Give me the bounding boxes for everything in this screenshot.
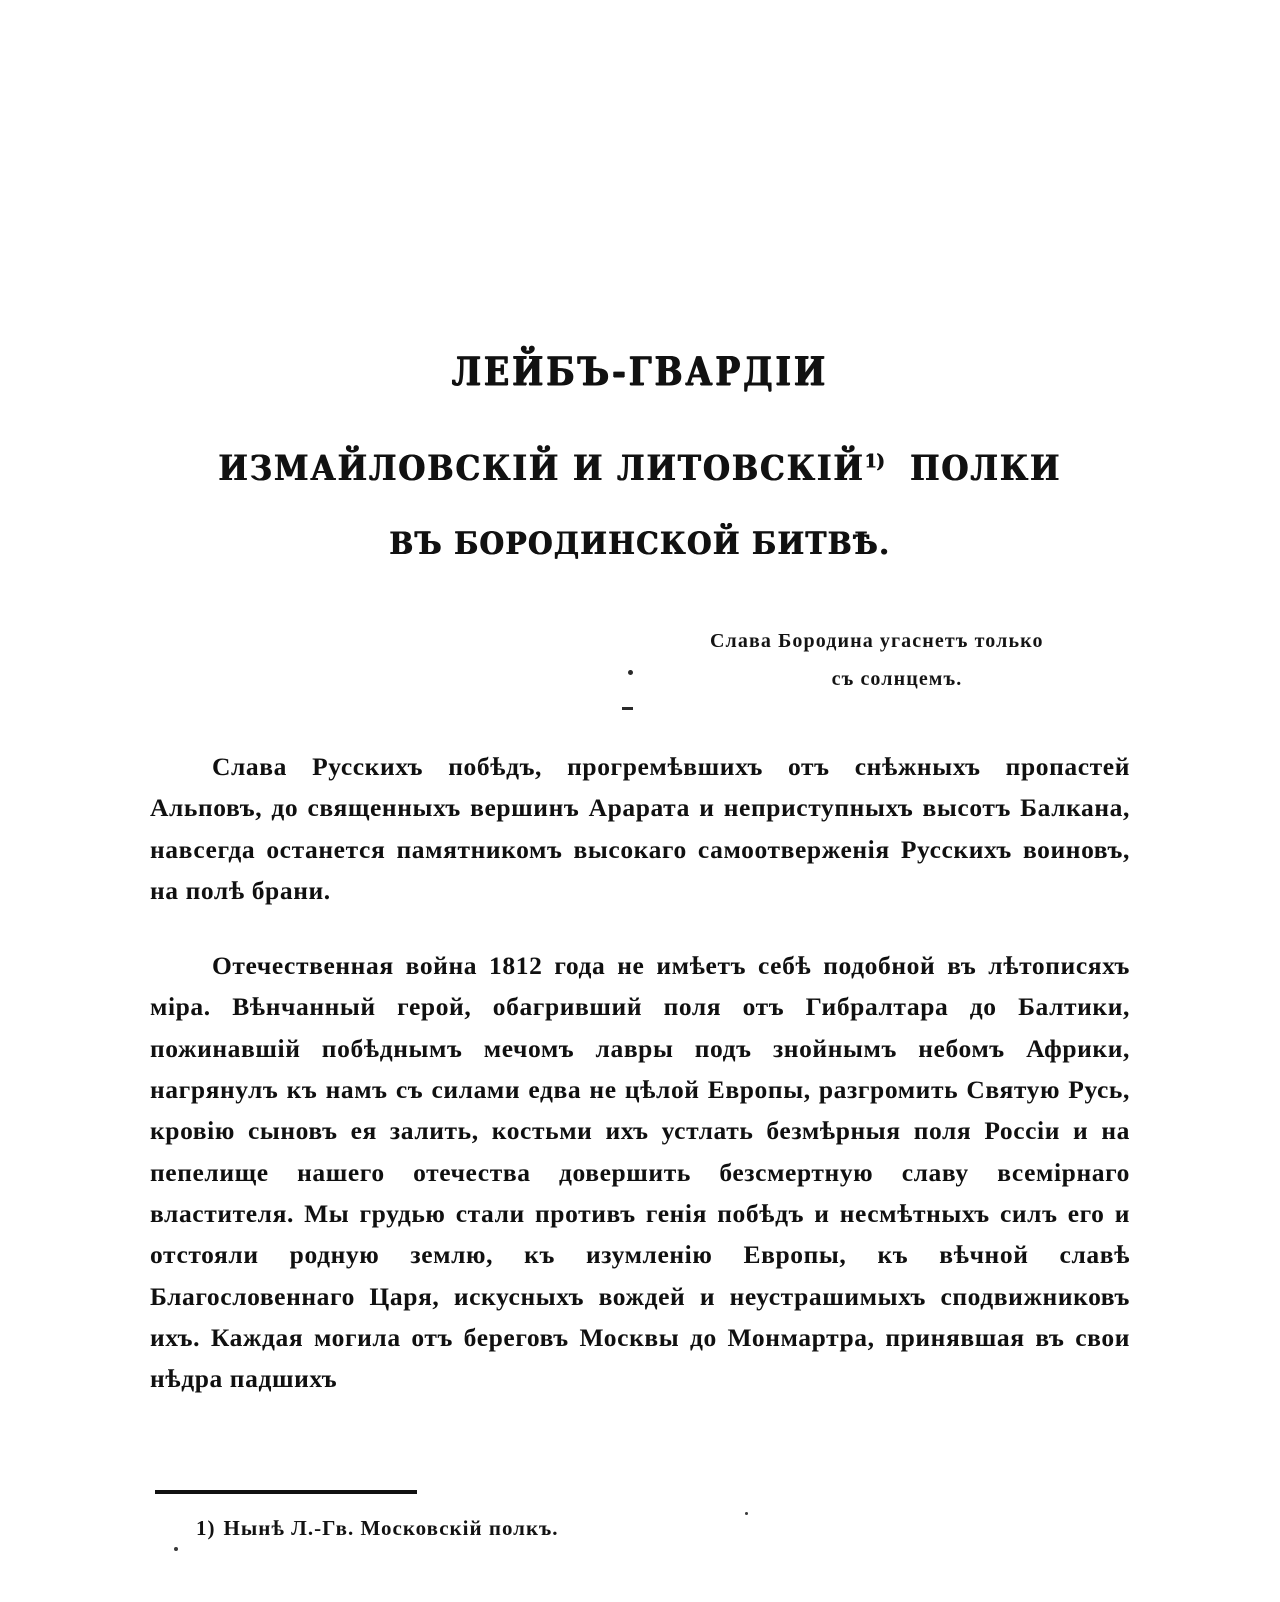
body-paragraph-1: Слава Русскихъ побѣдъ, прогремѣвшихъ отъ снѣжныхъ пропастей Альповъ, до священныхъ вершинъ Арарата и неприступныхъ высотъ Балкана, навсегда останется памятникомъ высокаго самоотверженія Русскихъ воиновъ, на полѣ брани. <box>150 752 1130 905</box>
footnote-separator-rule <box>155 1490 417 1494</box>
footnote-marker[interactable]: 1) <box>864 450 885 474</box>
footnote-text: Нынѣ Л.-Гв. Московскій полкъ. <box>223 1516 559 1540</box>
page-title-line-3: ВЪ БОРОДИНСКОЙ БИТВѢ. <box>389 525 891 562</box>
page-title-line-1: ЛЕЙБЪ-ГВАРДІИ <box>451 348 829 395</box>
epigraph-line-2: съ солнцемъ. <box>831 668 963 690</box>
footnote <box>196 1516 559 1541</box>
page-title-line-2-main: ИЗМАЙЛОВСКІЙ И ЛИТОВСКІЙ <box>218 448 865 490</box>
epigraph-line-1: Слава Бородина угаснетъ только <box>710 630 1044 652</box>
page-title-line-2-tail: ПОЛКИ <box>910 448 1062 490</box>
epigraph <box>710 622 1130 698</box>
body-paragraph-2: Отечественная война 1812 года не имѣетъ себѣ подобной въ лѣтописяхъ міра. Вѣнчанный герой, обагривший поля отъ Гибралтара до Балтики, пожинавшій побѣднымъ мечомъ лавры подъ знойнымъ небомъ Африки, нагрянулъ къ намъ съ силами едва не цѣлой Европы, разгромить Святую Русь, кровію сыновъ ея залить, костьми ихъ устлать безмѣрныя поля Россіи и на пепелище нашего отечества довершить безсмертную славу всемірнаго властителя. Мы грудью стали противъ генія побѣдъ и несмѣтныхъ силъ его и отстояли родную землю, къ изумленію Европы, къ вѣчной славѣ Благословеннаго Царя, искусныхъ вождей и неустрашимыхъ сподвижниковъ ихъ. Каждая могила отъ береговъ Москвы до Монмартра, принявшая въ свои нѣдра падшихъ <box>150 951 1130 1394</box>
page-content <box>150 0 1130 1425</box>
ink-speck-dash <box>622 707 633 710</box>
ink-speck-dot <box>628 670 633 675</box>
ink-speck <box>745 1512 748 1515</box>
footnote-number: 1) <box>196 1516 216 1540</box>
page-title-line-2 <box>150 449 1130 489</box>
ink-speck <box>174 1547 178 1551</box>
title-block <box>150 348 1130 562</box>
